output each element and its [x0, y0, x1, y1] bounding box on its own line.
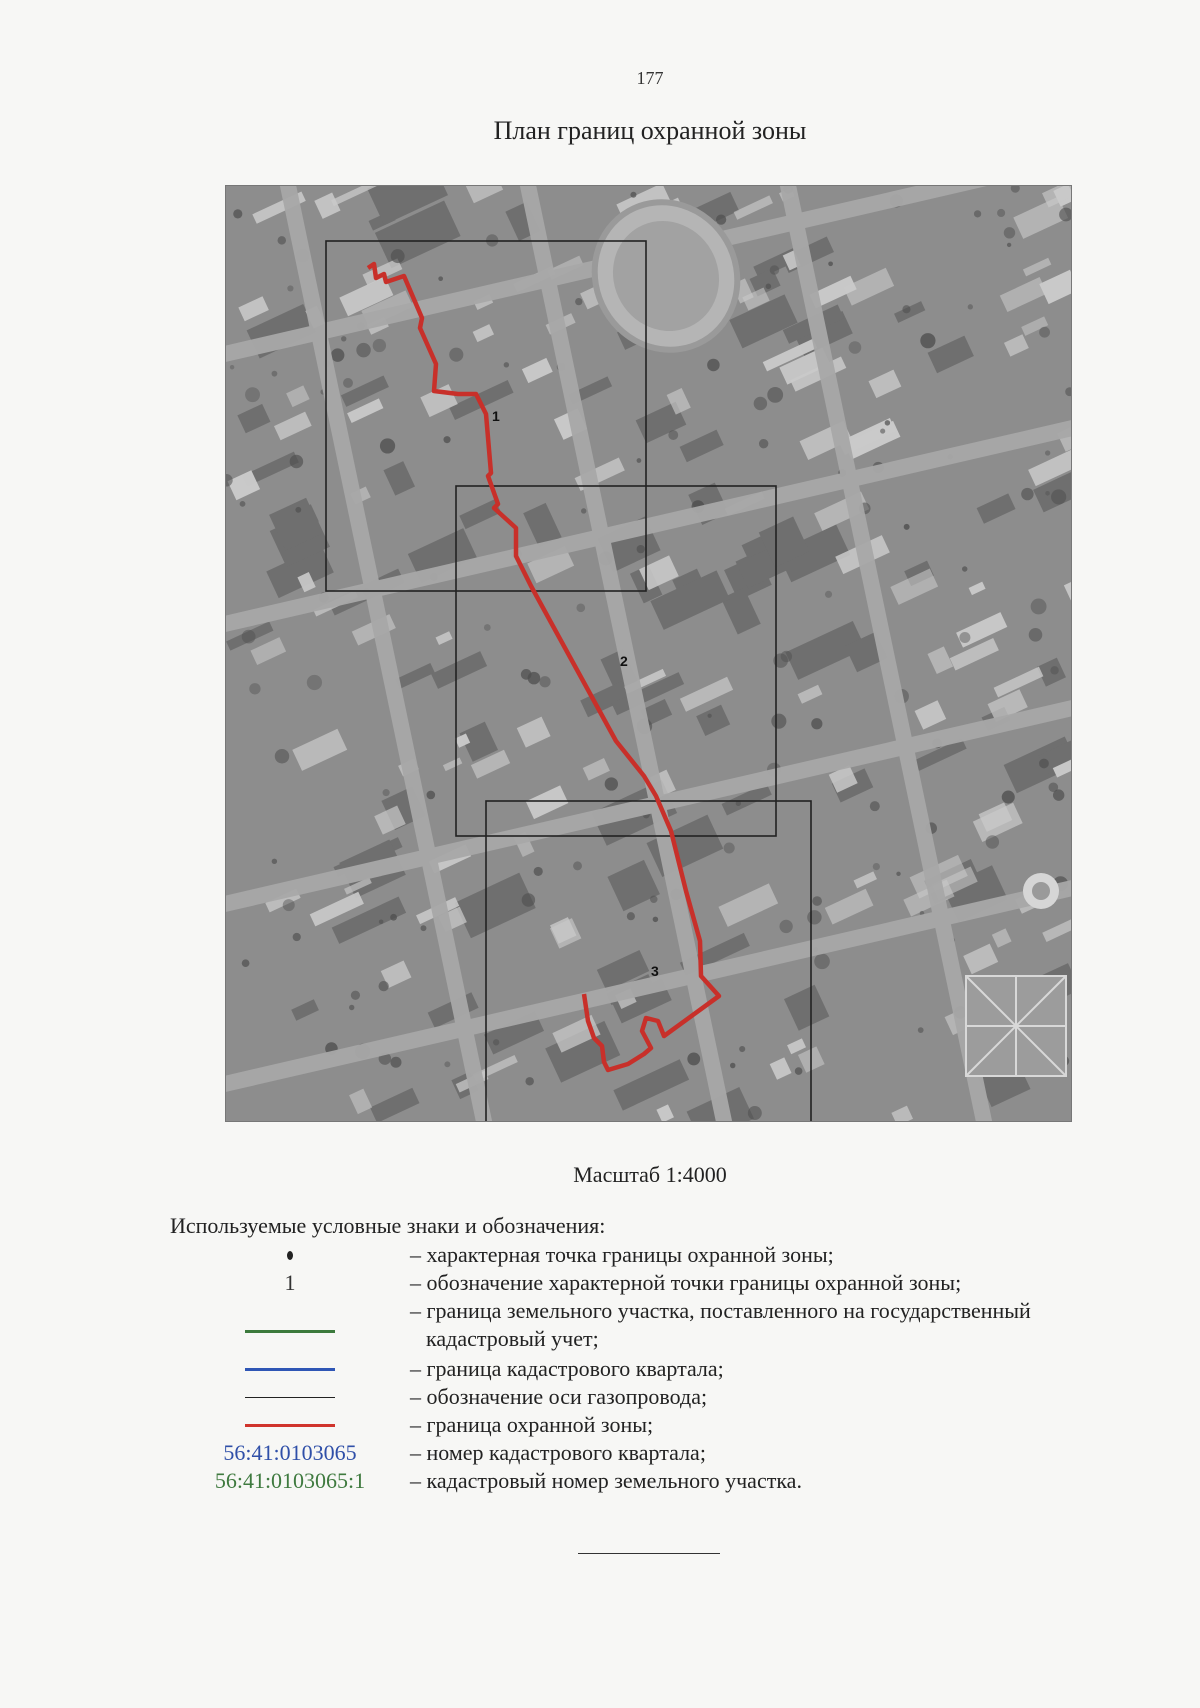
aerial-map — [225, 185, 1072, 1122]
legend-desc: – граница кадастрового квартала; — [410, 1356, 724, 1381]
legend-desc: – обозначение характерной точки границы охранной зоны; — [410, 1270, 962, 1295]
legend-row-pipeline-axis — [170, 1383, 1130, 1411]
map-scale: Масштаб 1:4000 — [573, 1162, 727, 1187]
parcel-number-symbol: 56:41:0103065:1 — [214, 1468, 366, 1493]
legend-row-point-label — [170, 1269, 1130, 1297]
quarter-boundary-line-symbol — [245, 1368, 335, 1371]
legend-desc-continued: кадастровый учет; — [426, 1326, 599, 1351]
point-label-symbol: 1 — [284, 1270, 296, 1295]
protection-zone-line-symbol — [245, 1424, 335, 1427]
legend-row-quarter-boundary — [170, 1355, 1130, 1383]
zone-label-2: 2 — [620, 653, 628, 669]
zone-label-3: 3 — [651, 963, 659, 979]
legend-row-quarter-number — [170, 1439, 1130, 1467]
pipeline-axis-line-symbol — [245, 1397, 335, 1398]
fountain — [1023, 873, 1059, 909]
end-rule — [578, 1553, 720, 1554]
legend-row-parcel-number — [170, 1467, 1130, 1495]
legend-row-point — [170, 1241, 1130, 1269]
legend-desc: – обозначение оси газопровода; — [410, 1384, 708, 1409]
legend-desc: – граница земельного участка, поставленного на государственный — [410, 1298, 1031, 1323]
legend-desc: – номер кадастрового квартала; — [410, 1440, 706, 1465]
legend-desc: – граница охранной зоны; — [410, 1412, 654, 1437]
park-pattern — [966, 976, 1066, 1076]
legend-row-protection-zone — [170, 1411, 1130, 1439]
zone-label-1: 1 — [492, 408, 500, 424]
legend-title: Используемые условные знаки и обозначения: — [170, 1213, 606, 1238]
quarter-number-symbol: 56:41:0103065 — [223, 1440, 357, 1465]
boundary-point-symbol — [287, 1251, 293, 1260]
legend-desc: – кадастровый номер земельного участка. — [410, 1468, 802, 1493]
parcel-boundary-line-symbol — [245, 1330, 335, 1333]
page-title: План границ охранной зоны — [493, 116, 807, 145]
legend-row-parcel-boundary — [170, 1297, 1130, 1353]
legend-desc: – характерная точка границы охранной зоны; — [410, 1242, 834, 1267]
page-number: 177 — [636, 68, 664, 88]
